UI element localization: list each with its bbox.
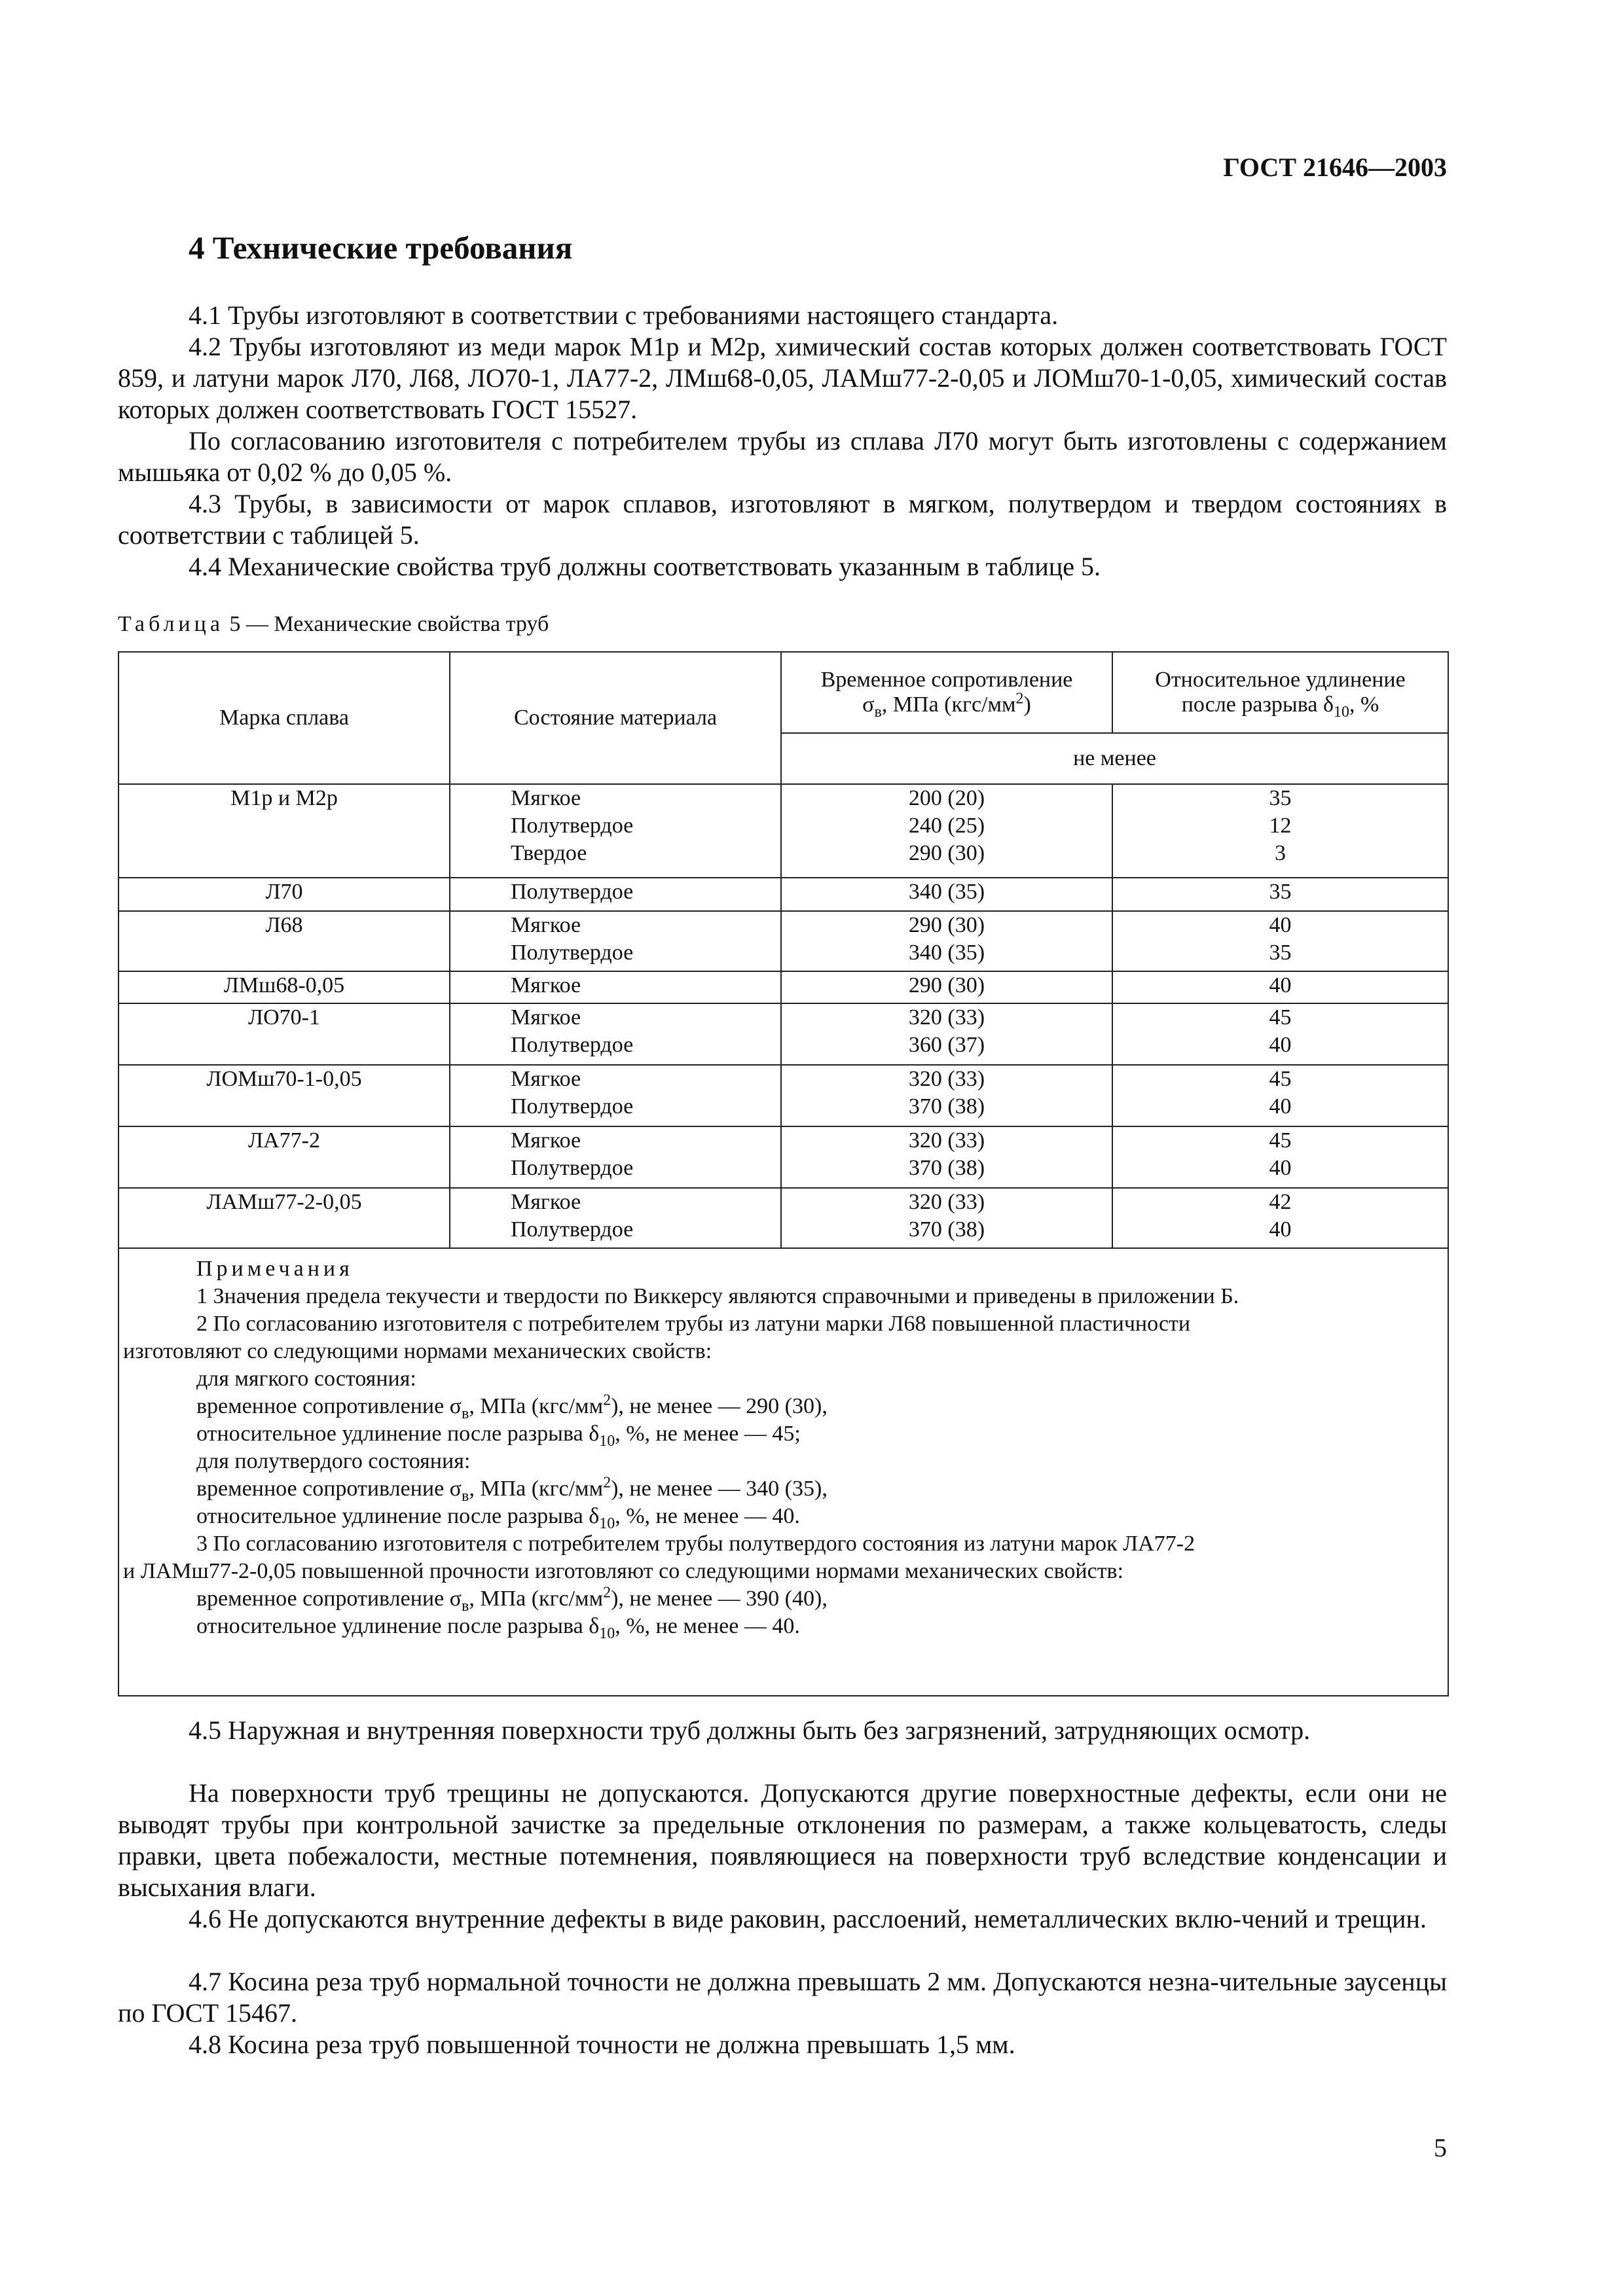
cell-grade: Л68 — [119, 911, 450, 971]
paragraph-4-5: 4.5 Наружная и внутренняя поверхности труб должны быть без загрязнений, затрудняющих осмотр. — [189, 1715, 1311, 1745]
paragraph-surface: На поверхности труб трещины не допускаются. Допускаются другие поверхностные дефекты, если они не выводят трубы при контрольной зачистке за предельные отклонения по размерам, а также кольцеватость, следы правки, цвета побежалости, местные потемнения, появляющиеся на поверхности труб вследствие конденсации и высыхания влаги. — [118, 1778, 1447, 1902]
cell-grade: ЛМш68-0,05 — [119, 971, 450, 1003]
cell-elongation: 40 35 — [1112, 911, 1448, 971]
section-heading: 4 Технические требования — [189, 230, 573, 266]
cell-state: Мягкое Полутвердое — [450, 911, 781, 971]
note-soft-strength: временное сопротивление $\sigma_в$, МПа $(кгс/мм^2)$, не менее — 290 (30), — [196, 1391, 828, 1422]
paragraph-arsenic: По согласованию изготовителя с потребителем трубы из сплава Л70 могут быть изготовлены с содержанием мышьяка от 0,02 % до 0,05 %. — [118, 426, 1447, 487]
table-caption-word: Таблица — [118, 612, 224, 636]
document-code: ГОСТ 21646—2003 — [1223, 152, 1447, 182]
cell-grade: ЛА77-2 — [119, 1126, 450, 1188]
header-min: не менее — [781, 733, 1448, 784]
cell-elongation: 40 — [1112, 971, 1448, 1003]
paragraph-4-4: 4.4 Механические свойства труб должны соответствовать указанным в таблице 5. — [189, 552, 1101, 581]
paragraph-4-8: 4.8 Косина реза труб повышенной точности не должна превышать 1,5 мм. — [189, 2030, 1015, 2059]
header-grade: Марка сплава — [119, 652, 450, 784]
cell-state: Полутвердое — [450, 878, 781, 911]
cell-grade: ЛО70-1 — [119, 1003, 450, 1065]
cell-elongation: 42 40 — [1112, 1188, 1448, 1248]
note-3-cont: и ЛАМш77-2-0,05 повышенной прочности изготовляют со следующими нормами механических свойств: — [123, 1559, 1124, 1583]
note-3-elongation: относительное удлинение после разрыва $\delta_{10}$, %, не менее — 40. — [196, 1614, 800, 1642]
header-elongation: Относительное удлинение после разрыва $\delta_{10}$, % — [1112, 652, 1448, 733]
table-row — [119, 1188, 1448, 1248]
note-3: 3 По согласованию изготовителя с потребителем трубы полутвердого состояния из латуни марок ЛА77-2 — [196, 1532, 1195, 1556]
table-row — [119, 1126, 1448, 1188]
table-caption-title: 5 — Механические свойства труб — [229, 612, 549, 636]
table-row — [119, 911, 1448, 971]
note-soft-state: для мягкого состояния: — [196, 1367, 416, 1391]
cell-elongation: 35 12 3 — [1112, 784, 1448, 878]
note-2: 2 По согласованию изготовителя с потребителем трубы из латуни марки Л68 повышенной пластичности — [196, 1312, 1191, 1336]
cell-strength: 320 (33) 370 (38) — [781, 1065, 1112, 1126]
note-semi-state: для полутвердого состояния: — [196, 1449, 471, 1473]
table-row — [119, 971, 1448, 1003]
notes-title: Примечания — [196, 1257, 354, 1281]
cell-state: Мягкое Полутвердое — [450, 1065, 781, 1126]
cell-elongation: 45 40 — [1112, 1003, 1448, 1065]
header-strength: Временное сопротивление $\sigma_в$, МПа $(кгс/мм^2)$ — [781, 652, 1112, 733]
note-semi-elongation: относительное удлинение после разрыва $\delta_{10}$, %, не менее — 40. — [196, 1504, 800, 1532]
header-state: Состояние материала — [450, 652, 781, 784]
page-number: 5 — [1434, 2133, 1447, 2162]
cell-state: Мягкое — [450, 971, 781, 1003]
paragraph-4-1: 4.1 Трубы изготовляют в соответствии с требованиями настоящего стандарта. — [189, 300, 1059, 330]
table-row — [119, 1065, 1448, 1126]
cell-strength: 320 (33) 360 (37) — [781, 1003, 1112, 1065]
table-row — [119, 1003, 1448, 1065]
table-row — [119, 878, 1448, 911]
paragraph-4-6: 4.6 Не допускаются внутренние дефекты в виде раковин, расслоений, неметаллических вклю-чений и трещин. — [189, 1904, 1427, 1933]
cell-elongation: 35 — [1112, 878, 1448, 911]
note-semi-strength: временное сопротивление $\sigma_в$, МПа $(кгс/мм^2)$, не менее — 340 (35), — [196, 1474, 828, 1505]
table-notes — [119, 1248, 1448, 1696]
cell-strength: 320 (33) 370 (38) — [781, 1126, 1112, 1188]
cell-strength: 320 (33) 370 (38) — [781, 1188, 1112, 1248]
cell-state: Мягкое Полутвердое — [450, 1188, 781, 1248]
cell-strength: 290 (30) — [781, 971, 1112, 1003]
cell-grade: М1р и М2р — [119, 784, 450, 878]
paragraph-4-7: 4.7 Косина реза труб нормальной точности не должна превышать 2 мм. Допускаются незна-чительные заусенцы по ГОСТ 15467. — [118, 1967, 1447, 2028]
paragraph-4-3: 4.3 Трубы, в зависимости от марок сплавов, изготовляют в мягком, полутвердом и твердом состояниях в соответствии с таблицей 5. — [118, 489, 1447, 550]
note-3-strength: временное сопротивление $\sigma_в$, МПа $(кгс/мм^2)$, не менее — 390 (40), — [196, 1584, 828, 1615]
cell-state: Мягкое Полутвердое — [450, 1003, 781, 1065]
note-2-cont: изготовляют со следующими нормами механических свойств: — [123, 1339, 712, 1363]
table-header-row — [119, 652, 1448, 733]
table-row — [119, 784, 1448, 878]
table-caption — [118, 612, 549, 637]
cell-elongation: 45 40 — [1112, 1126, 1448, 1188]
cell-state: Мягкое Полутвердое Твердое — [450, 784, 781, 878]
cell-grade: Л70 — [119, 878, 450, 911]
cell-strength: 200 (20) 240 (25) 290 (30) — [781, 784, 1112, 878]
cell-grade: ЛОМш70-1-0,05 — [119, 1065, 450, 1126]
cell-grade: ЛАМш77-2-0,05 — [119, 1188, 450, 1248]
table-notes-row — [119, 1248, 1448, 1696]
cell-strength: 290 (30) 340 (35) — [781, 911, 1112, 971]
note-soft-elongation: относительное удлинение после разрыва $\delta_{10}$, %, не менее — 45; — [196, 1422, 801, 1450]
cell-strength: 340 (35) — [781, 878, 1112, 911]
cell-state: Мягкое Полутвердое — [450, 1126, 781, 1188]
note-1: 1 Значения предела текучести и твердости по Виккерсу являются справочными и приведены в приложении Б. — [196, 1284, 1239, 1308]
cell-elongation: 45 40 — [1112, 1065, 1448, 1126]
mechanical-properties-table — [118, 651, 1449, 1696]
paragraph-4-2: 4.2 Трубы изготовляют из меди марок М1р и М2р, химический состав которых должен соответствовать ГОСТ 859, и латуни марок Л70, Л68, ЛО70-1, ЛА77-2, ЛМш68-0,05, ЛАМш77-2-0,05 и ЛОМш70-1-0,05, химический состав которых должен соответствовать ГОСТ 15527. — [118, 332, 1447, 424]
